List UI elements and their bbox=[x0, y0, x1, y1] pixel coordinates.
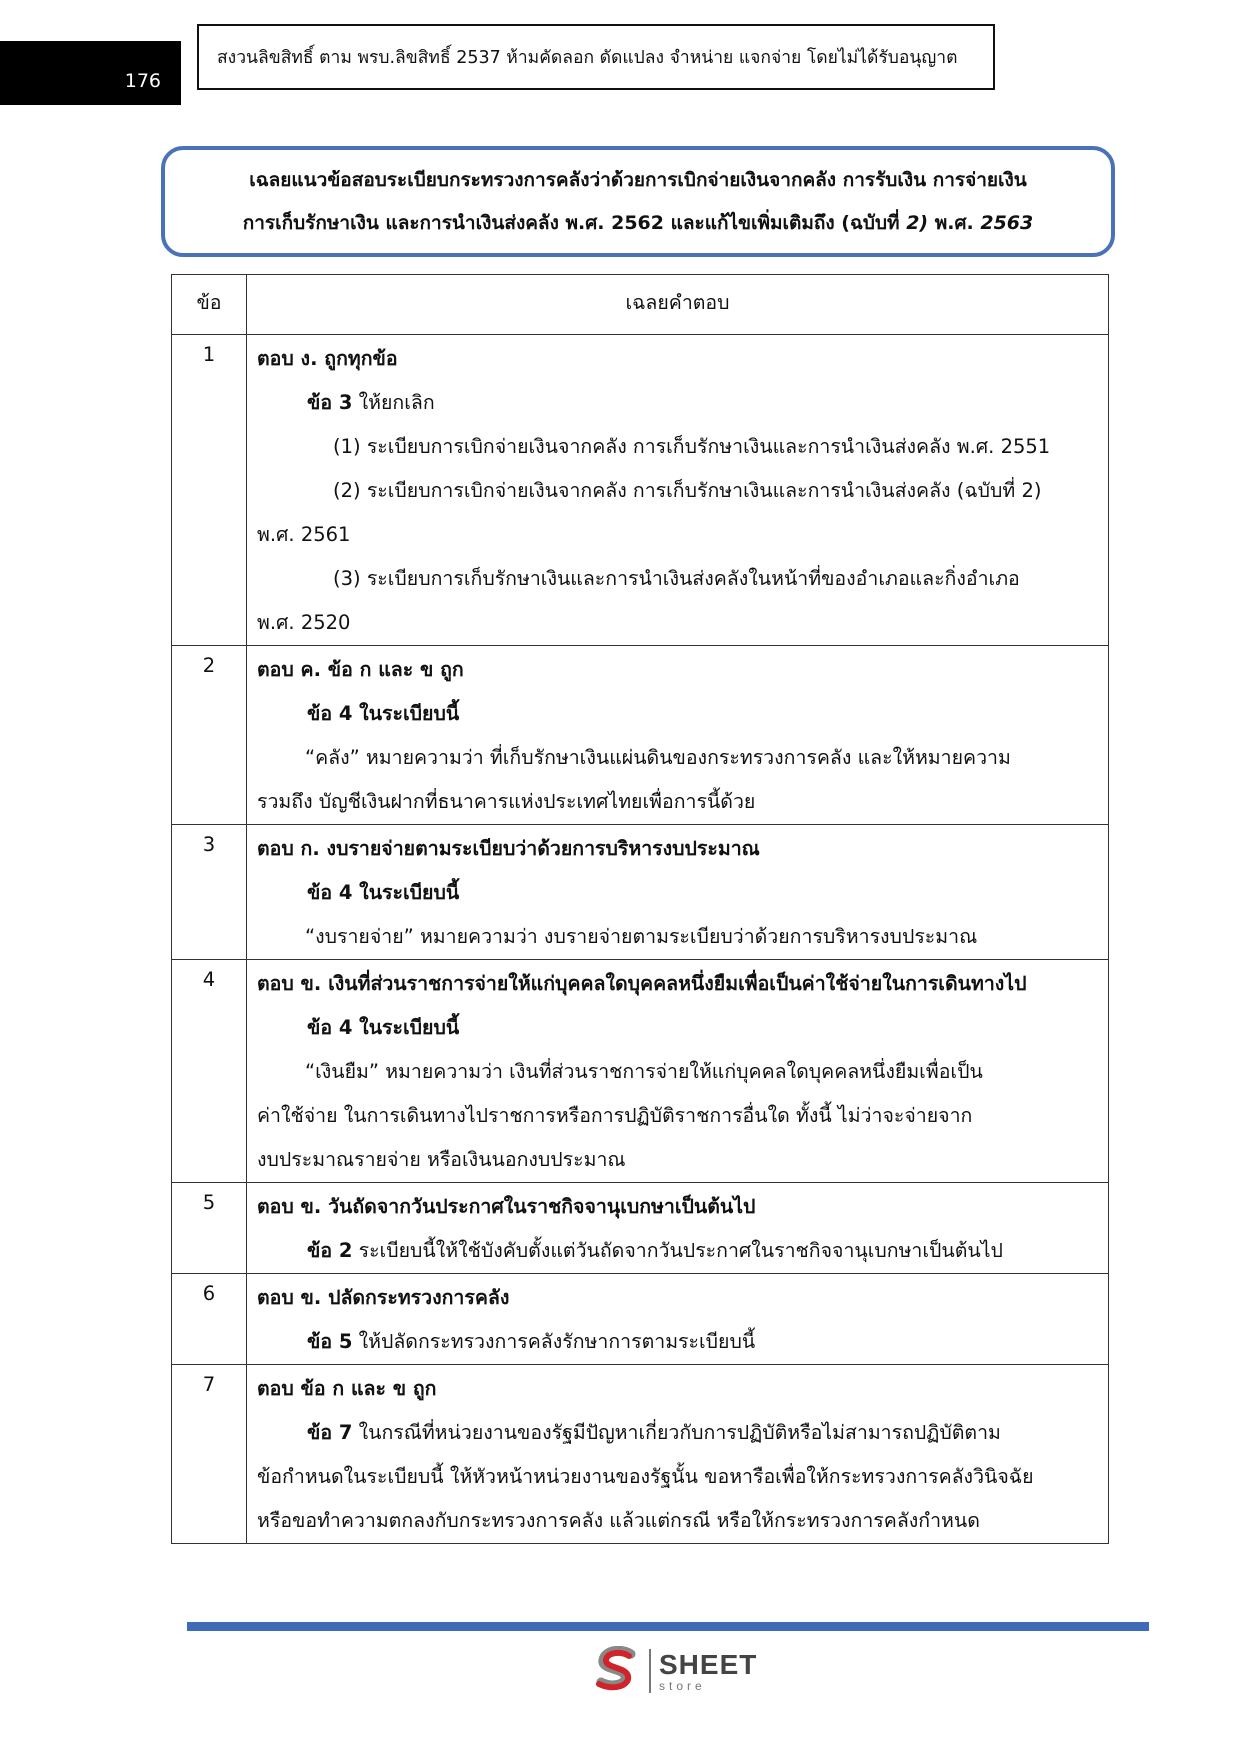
clause-line: ข้อ 7 ในกรณีที่หน่วยงานของรัฐมีปัญหาเกี่ยวกับการปฏิบัติหรือไม่สามารถปฏิบัติตาม bbox=[307, 1421, 1001, 1444]
text-line: รวมถึง บัญชีเงินฝากที่ธนาคารแห่งประเทศไทยเพื่อการนี้ด้วย bbox=[257, 790, 756, 813]
table-row bbox=[172, 960, 1109, 1183]
answer-line: ตอบ ข้อ ก และ ข ถูก bbox=[257, 1377, 437, 1400]
text-line: (3) ระเบียบการเก็บรักษาเงินและการนำเงินส่งคลังในหน้าที่ของอำเภอและกิ่งอำเภอ bbox=[333, 567, 1020, 590]
text-line: “เงินยืม” หมายความว่า เงินที่ส่วนราชการจ่ายให้แก่บุคคลใดบุคคลหนึ่งยืมเพื่อเป็น bbox=[305, 1060, 983, 1083]
text-line: “คลัง” หมายความว่า ที่เก็บรักษาเงินแผ่นดินของกระทรวงการคลัง และให้หมายความ bbox=[305, 746, 1011, 769]
row-answer bbox=[247, 825, 1109, 960]
text-line: (1) ระเบียบการเบิกจ่ายเงินจากคลัง การเก็บรักษาเงินและการนำเงินส่งคลัง พ.ศ. 2551 bbox=[333, 435, 1051, 458]
page-number: 176 bbox=[0, 41, 181, 105]
sheet-s-logo-icon bbox=[593, 1646, 641, 1696]
row-number: 7 bbox=[172, 1365, 247, 1544]
answer-table bbox=[171, 274, 1109, 1544]
table-row bbox=[172, 1183, 1109, 1274]
row-answer bbox=[247, 1274, 1109, 1365]
answer-line: ตอบ ง. ถูกทุกข้อ bbox=[257, 347, 398, 370]
title-line-2: การเก็บรักษาเงิน และการนำเงินส่งคลัง พ.ศ. 2562 และแก้ไขเพิ่มเติมถึง (ฉบับที่ 2) พ.ศ. 2563 bbox=[242, 211, 1034, 234]
clause-line: ข้อ 2 ระเบียบนี้ให้ใช้บังคับตั้งแต่วันถัดจากวันประกาศในราชกิจจานุเบกษาเป็นต้นไป bbox=[307, 1239, 1003, 1262]
logo-wordmark: SHEET store bbox=[659, 1648, 758, 1693]
text-line: พ.ศ. 2520 bbox=[257, 611, 351, 634]
row-number: 3 bbox=[172, 825, 247, 960]
text-line: “งบรายจ่าย” หมายความว่า งบรายจ่ายตามระเบียบว่าด้วยการบริหารงบประมาณ bbox=[305, 925, 978, 948]
text-line: (2) ระเบียบการเบิกจ่ายเงินจากคลัง การเก็บรักษาเงินและการนำเงินส่งคลัง (ฉบับที่ 2) bbox=[333, 479, 1042, 502]
table-header-row bbox=[172, 275, 1109, 335]
table-row bbox=[172, 1365, 1109, 1544]
title-line-1: เฉลยแนวข้อสอบระเบียบกระทรวงการคลังว่าด้วยการเบิกจ่ายเงินจากคลัง การรับเงิน การจ่ายเงิน bbox=[249, 168, 1027, 191]
text-line: ค่าใช้จ่าย ในการเดินทางไปราชการหรือการปฏิบัติราชการอื่นใด ทั้งนี้ ไม่ว่าจะจ่ายจาก bbox=[257, 1104, 973, 1127]
text-line: พ.ศ. 2561 bbox=[257, 523, 351, 546]
table-row bbox=[172, 335, 1109, 646]
clause-line: ข้อ 5 ให้ปลัดกระทรวงการคลังรักษาการตามระเบียบนี้ bbox=[307, 1330, 756, 1353]
answer-line: ตอบ ค. ข้อ ก และ ข ถูก bbox=[257, 658, 464, 681]
clause-line: ข้อ 3 ให้ยกเลิก bbox=[307, 391, 435, 414]
logo-separator bbox=[649, 1649, 651, 1693]
clause-line: ข้อ 4 ในระเบียบนี้ bbox=[307, 881, 460, 904]
row-answer bbox=[247, 1183, 1109, 1274]
section-title bbox=[161, 146, 1115, 257]
text-line: หรือขอทำความตกลงกับกระทรวงการคลัง แล้วแต่กรณี หรือให้กระทรวงการคลังกำหนด bbox=[257, 1509, 980, 1532]
text-line: งบประมาณรายจ่าย หรือเงินนอกงบประมาณ bbox=[257, 1148, 626, 1171]
table-row bbox=[172, 1274, 1109, 1365]
clause-line: ข้อ 4 ในระเบียบนี้ bbox=[307, 1016, 460, 1039]
row-answer bbox=[247, 335, 1109, 646]
row-number: 6 bbox=[172, 1274, 247, 1365]
column-header-answer: เฉลยคำตอบ bbox=[247, 275, 1109, 335]
clause-line: ข้อ 4 ในระเบียบนี้ bbox=[307, 702, 460, 725]
text-line: ข้อกำหนดในระเบียบนี้ ให้หัวหน้าหน่วยงานของรัฐนั้น ขอหารือเพื่อให้กระทรวงการคลังวินิจฉัย bbox=[257, 1465, 1034, 1488]
row-number: 5 bbox=[172, 1183, 247, 1274]
answer-line: ตอบ ก. งบรายจ่ายตามระเบียบว่าด้วยการบริหารงบประมาณ bbox=[257, 837, 760, 860]
table-row bbox=[172, 646, 1109, 825]
footer-bar bbox=[187, 1622, 1149, 1631]
column-header-number: ข้อ bbox=[172, 275, 247, 335]
row-number: 2 bbox=[172, 646, 247, 825]
row-answer bbox=[247, 646, 1109, 825]
sheet-store-logo bbox=[593, 1646, 757, 1696]
copyright-notice: สงวนลิขสิทธิ์ ตาม พรบ.ลิขสิทธิ์ 2537 ห้ามคัดลอก ดัดแปลง จำหน่าย แจกจ่าย โดยไม่ได้รับอนุญาต bbox=[197, 24, 995, 90]
row-number: 1 bbox=[172, 335, 247, 646]
answer-line: ตอบ ข. ปลัดกระทรวงการคลัง bbox=[257, 1286, 510, 1309]
answer-line: ตอบ ข. วันถัดจากวันประกาศในราชกิจจานุเบกษาเป็นต้นไป bbox=[257, 1195, 756, 1218]
row-answer bbox=[247, 1365, 1109, 1544]
table-row bbox=[172, 825, 1109, 960]
row-answer bbox=[247, 960, 1109, 1183]
row-number: 4 bbox=[172, 960, 247, 1183]
answer-line: ตอบ ข. เงินที่ส่วนราชการจ่ายให้แก่บุคคลใดบุคคลหนึ่งยืมเพื่อเป็นค่าใช้จ่ายในการเดินทางไป bbox=[257, 972, 1027, 995]
